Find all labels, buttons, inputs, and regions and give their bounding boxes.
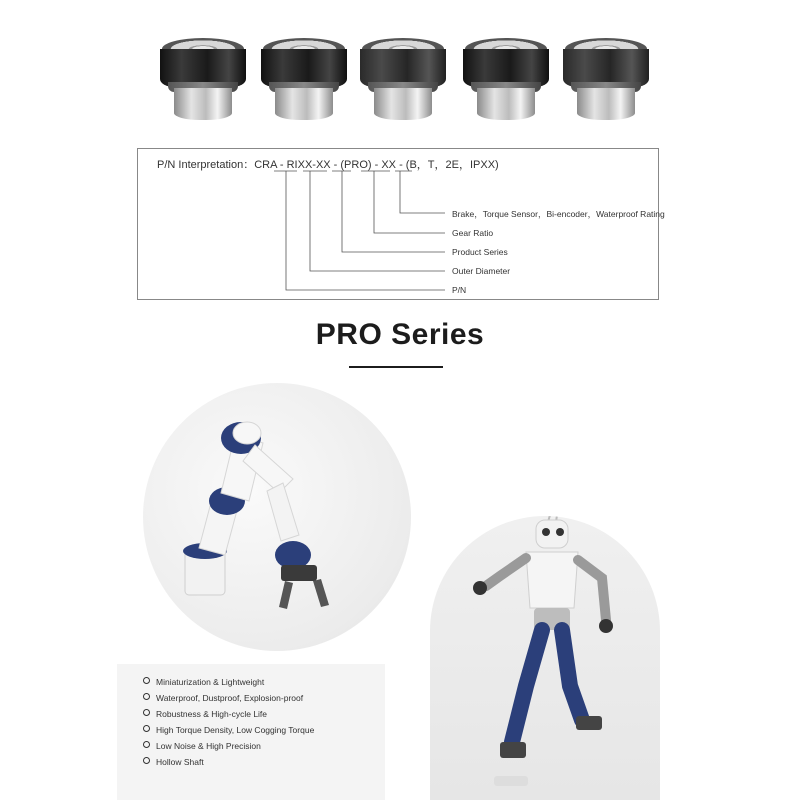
pn-label-outer-diameter: Outer Diameter: [452, 266, 511, 276]
pn-label-product-series: Product Series: [452, 247, 508, 257]
bullet-icon: [143, 725, 150, 732]
humanoid-robot-image: [430, 516, 660, 800]
robot-arm-icon: [143, 383, 411, 651]
series-title: PRO Series: [315, 318, 485, 351]
bullet-icon: [143, 693, 150, 700]
feature-item: High Torque Density, Low Cogging Torque: [143, 725, 314, 735]
feature-item: Hollow Shaft: [143, 757, 204, 767]
pn-label-gear-ratio: Gear Ratio: [452, 228, 494, 238]
bullet-icon: [143, 757, 150, 764]
pn-prefix: P/N Interpretation：: [157, 159, 255, 171]
bullet-icon: [143, 741, 150, 748]
pn-label-pn: P/N: [452, 285, 467, 295]
title-underline: [349, 366, 443, 368]
robot-arm-image: [143, 383, 411, 651]
feature-item: Robustness & High-cycle Life: [143, 709, 267, 719]
feature-item: Miniaturization & Lightweight: [143, 677, 264, 687]
pn-label-options: Brake，Torque Sensor，Bi-encoder，Waterproof Rating: [452, 209, 665, 219]
bullet-icon: [143, 709, 150, 716]
feature-item: Low Noise & High Precision: [143, 741, 261, 751]
feature-item: Waterproof, Dustproof, Explosion-proof: [143, 693, 303, 703]
bullet-icon: [143, 677, 150, 684]
pn-code: CRA - RIXX-XX - (PRO) - XX - (B，T，2E，IPXX): [254, 159, 499, 171]
humanoid-robot-icon: [430, 516, 660, 800]
